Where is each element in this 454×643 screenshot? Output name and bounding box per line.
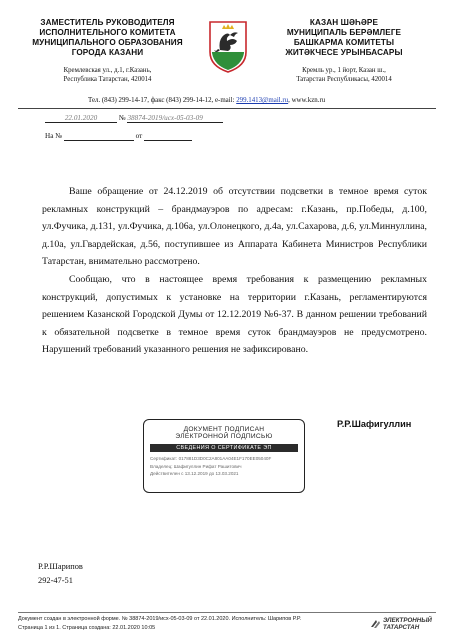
electronic-tatarstan-brand <box>383 617 432 631</box>
contacts-text: Тел. (843) 299-14-17, факс (843) 299-14-12, e-mail: <box>88 97 237 104</box>
stamp-title: ЭЛЕКТРОННОЙ ПОДПИСЬЮ <box>175 433 273 440</box>
body-paragraph: Ваше обращение от 24.12.2019 об отсутствии подсветки в темное время суток рекламных конструкций – брандмауэров по адресам: г.Казань, пр.Победы, д.100, ул.Фучика, д.131, ул.Фучика, д.106а, ул.Олонецкого, д.4а, ул.Сахарова, д.6, ул.Миннуллина, д.10а, ул.Гвардейская, д.56, поступившее из Аппарата Кабинета Министров Республики Татарстан, внимательно рассмотрено. <box>42 186 427 268</box>
reg-date: 22.01.2020 <box>45 114 117 123</box>
brand-line: ТАТАРСТАН <box>383 624 420 631</box>
electronic-tatarstan-logo-icon <box>370 617 382 629</box>
left-org-name <box>20 18 195 58</box>
letterhead-divider <box>18 108 436 109</box>
stamp-cert-number: Сертификат: 017881D3D0C2A801AA04E1F170EE05040F <box>150 456 272 461</box>
body-paragraph: Сообщаю, что в настоящее время требования к размещению рекламных конструкций, допустимых к установке на территории г.Казань, регламентируются решением Казанской Городской Думы от 12.12.2019 №6-37. В данном решении требований к обязательной подсветке в темное время суток брандмауэров не предусмотрено. Нарушений требований указанного решения не зафиксировано. <box>42 273 427 356</box>
right-address-line: Кремль ур., 1 йорт, Казан ш., <box>302 67 386 74</box>
right-address <box>258 67 430 84</box>
reg-number: 38874-2019/исх-05-03-09 <box>127 114 223 123</box>
stamp-cert-bar: СВЕДЕНИЯ О СЕРТИФИКАТЕ ЭП <box>150 444 298 452</box>
ref-date-blank <box>144 132 192 141</box>
left-org-line: ЗАМЕСТИТЕЛЬ РУКОВОДИТЕЛЯ <box>40 18 175 27</box>
footer-divider <box>18 612 436 613</box>
registration-line <box>45 114 223 123</box>
stamp-owner: Владелец: Шафигуллин Рифат Рашитович <box>150 463 242 469</box>
ref-number-blank <box>64 132 134 141</box>
right-org-line: КАЗАН ШӘҺӘРЕ <box>309 18 379 27</box>
right-org-line: БАШКАРМА КОМИТЕТЫ <box>293 38 395 47</box>
letter-body <box>42 183 427 359</box>
reference-line <box>45 132 192 141</box>
left-address-line: Республика Татарстан, 420014 <box>63 75 152 83</box>
reg-number-sign: № <box>118 114 126 122</box>
right-address-line: Татарстан Республикасы, 420014 <box>296 75 392 83</box>
footer-line: Документ создан в электронной форме. № 38874-2019/исх-05-03-09 от 22.01.2020. Исполнитель: Шарипов Р.Р. <box>18 616 302 622</box>
stamp-validity: Действителен с 13.12.2019 до 13.03.2021 <box>150 471 239 476</box>
stamp-title: ДОКУМЕНТ ПОДПИСАН <box>183 426 265 433</box>
left-address-line: Кремлевская ул., д.1, г.Казань, <box>63 67 152 74</box>
ref-from-label: от <box>135 132 143 140</box>
right-org-line: ЖИТӘКЧЕСЕ УРЫНБАСАРЫ <box>285 48 403 57</box>
right-org-line: МУНИЦИПАЛЬ БЕРӘМЛЕГЕ <box>286 28 402 37</box>
left-org-line: ИСПОЛНИТЕЛЬНОГО КОМИТЕТА <box>39 28 176 37</box>
e-signature-stamp <box>143 419 305 493</box>
right-org-name <box>258 18 430 58</box>
signer-name: Р.Р.Шафигуллин <box>337 419 412 429</box>
footer-line: Страница 1 из 1. Страница создана: 22.01.2020 10:05 <box>18 625 156 631</box>
brand-line: ЭЛЕКТРОННЫЙ <box>383 617 432 624</box>
executor-phone: 292-47-51 <box>38 576 73 585</box>
kazan-coat-of-arms-icon <box>208 20 248 74</box>
website-text: , www.kzn.ru <box>288 97 326 104</box>
email-link[interactable]: 299.1413@mail.ru <box>236 97 289 104</box>
executor-name: Р.Р.Шарипов <box>38 562 83 571</box>
contacts-line <box>88 97 325 104</box>
ref-label: На № <box>45 132 63 140</box>
left-address <box>20 67 195 84</box>
left-org-line: МУНИЦИПАЛЬНОГО ОБРАЗОВАНИЯ <box>32 38 183 47</box>
left-org-line: ГОРОДА КАЗАНИ <box>71 48 144 57</box>
